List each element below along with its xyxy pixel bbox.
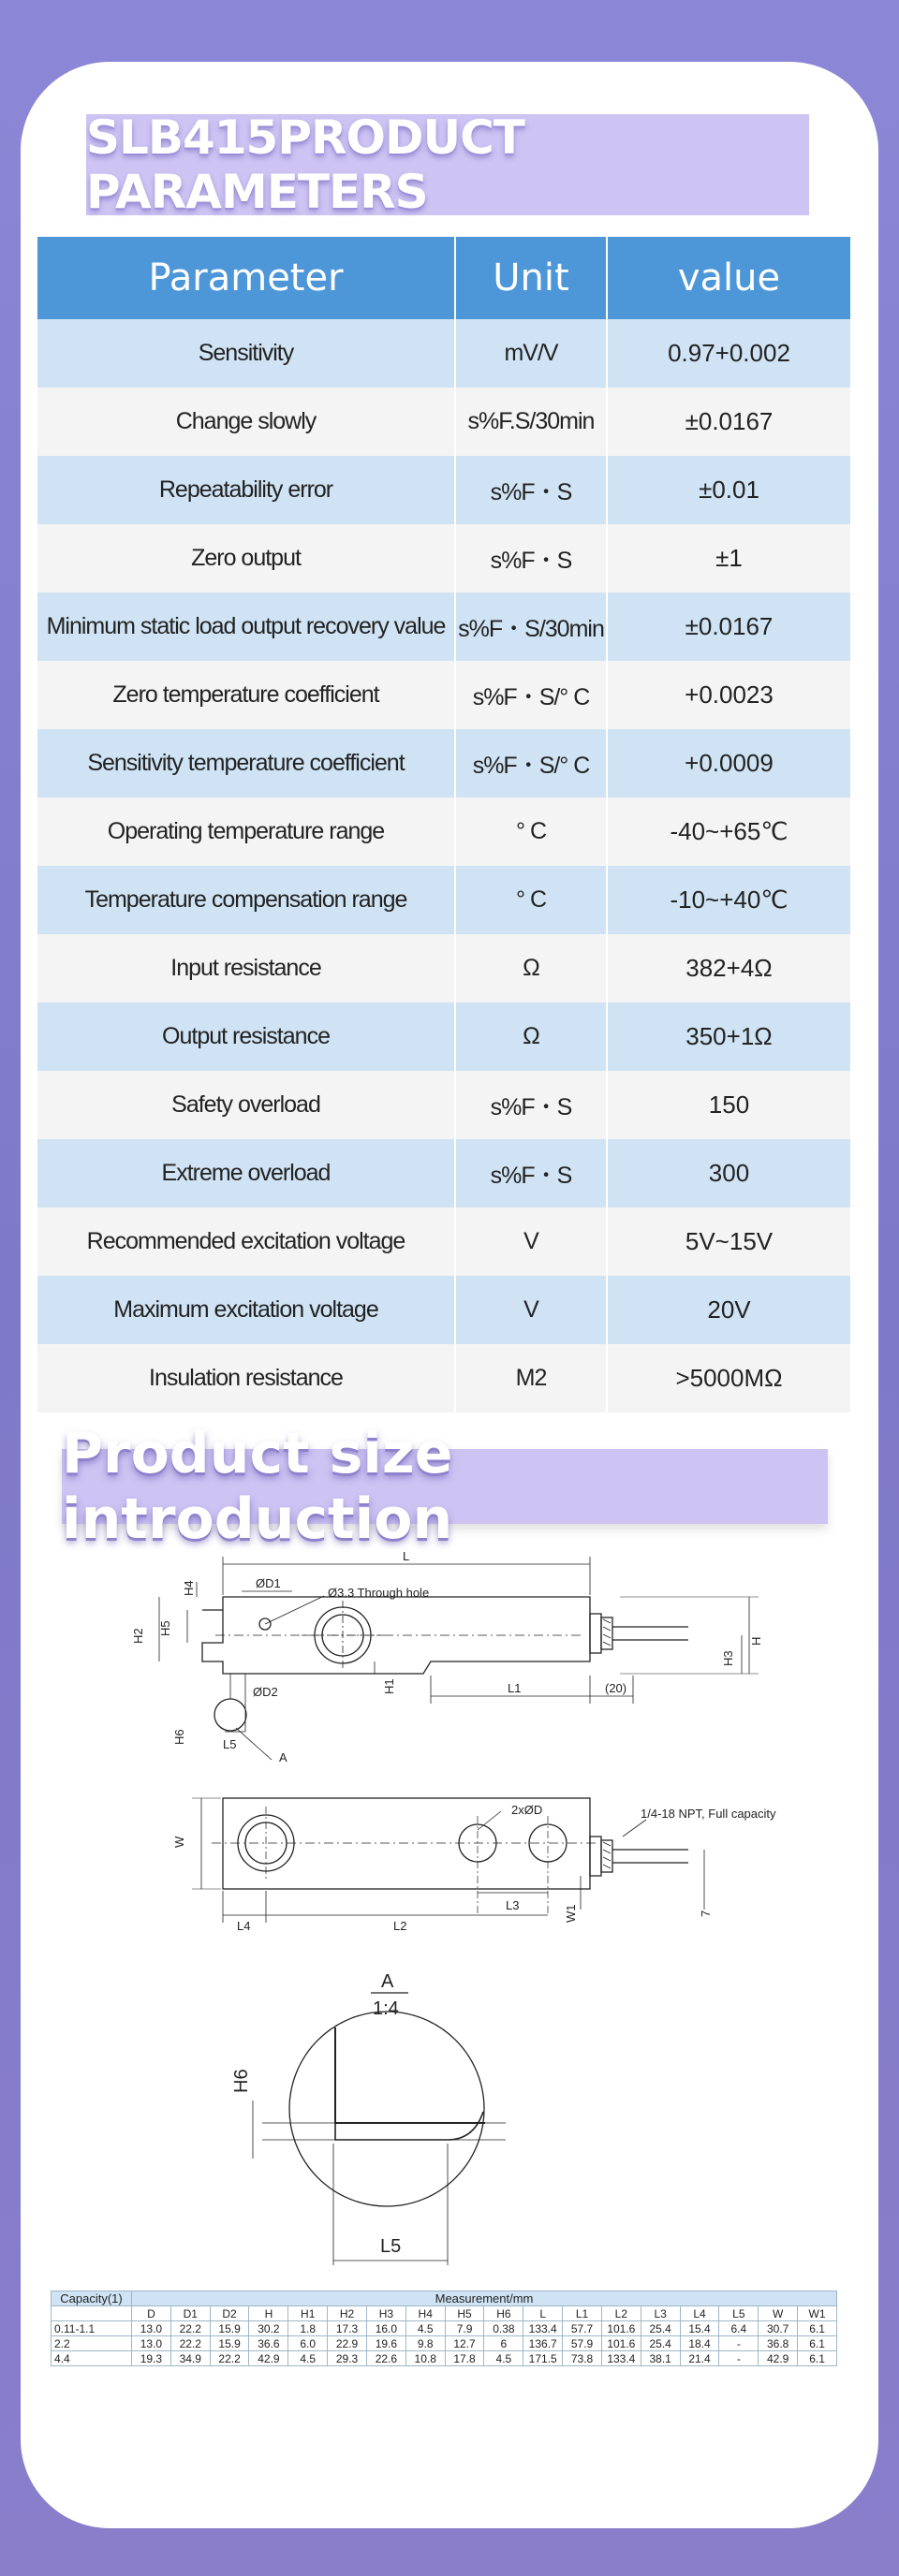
measurement-column-header: W1 (798, 2306, 837, 2321)
measurement-cell: 6.4 (719, 2321, 759, 2336)
measurement-column-header: H2 (328, 2306, 367, 2321)
capacity-cell: 0.11-1.1 (52, 2321, 132, 2336)
measurement-cell: 29.3 (328, 2351, 367, 2366)
detail-label-L5: L5 (380, 2236, 402, 2257)
parameter-value: ±0.01 (607, 456, 850, 524)
measurement-cell: 133.4 (523, 2321, 563, 2336)
label-D1: ØD1 (256, 1576, 281, 1590)
page-title: SLB415PRODUCT PARAMETERS (86, 110, 524, 219)
measurement-cell: 4.5 (288, 2351, 328, 2366)
parameter-value: 350+1Ω (607, 1003, 850, 1071)
parameter-unit: s%F・S/° C (455, 729, 607, 798)
parameter-name: Temperature compensation range (37, 866, 455, 934)
label-L5: L5 (223, 1737, 237, 1751)
measurement-cell: 6.1 (798, 2336, 837, 2351)
measurement-column-header: H (249, 2306, 288, 2321)
parameter-name: Maximum excitation voltage (37, 1276, 455, 1344)
measurement-cell: 19.6 (366, 2336, 405, 2351)
parameter-value: 382+4Ω (607, 934, 850, 1003)
measurement-cell: 4.5 (405, 2321, 445, 2336)
parameter-name: Minimum static load output recovery value (37, 593, 455, 661)
parameter-name: Repeatability error (37, 456, 455, 524)
measurement-column-header: L5 (719, 2306, 759, 2321)
measurement-cell: 25.4 (641, 2336, 680, 2351)
label-7: 7 (699, 1910, 713, 1917)
parameter-value: 150 (607, 1071, 850, 1139)
measurement-cell: 15.9 (210, 2336, 249, 2351)
label-L: L (403, 1549, 410, 1563)
label-L1: L1 (508, 1681, 522, 1695)
parameter-value: ±0.0167 (607, 388, 850, 456)
parameter-value: +0.0009 (607, 729, 850, 798)
measurement-column-header: L4 (680, 2306, 719, 2321)
detail-label-A: A (381, 1971, 394, 1992)
side-view (159, 1557, 759, 1760)
measurement-cell: 17.3 (328, 2321, 367, 2336)
measurement-cell: 21.4 (680, 2351, 719, 2366)
measurement-column-header: H6 (484, 2306, 523, 2321)
measurement-row (52, 2351, 837, 2366)
label-D2: ØD2 (253, 1685, 278, 1699)
measurement-cell: 6.0 (288, 2336, 328, 2351)
label-L2: L2 (393, 1919, 407, 1933)
parameter-value: ±1 (607, 524, 850, 593)
measurement-column-header: L1 (563, 2306, 602, 2321)
measurement-row (52, 2321, 837, 2336)
parameter-unit: V (455, 1208, 607, 1276)
label-H3: H3 (721, 1650, 735, 1666)
measurement-cell: 30.2 (249, 2321, 288, 2336)
measurement-column-header: H3 (366, 2306, 405, 2321)
parameter-value: 5V~15V (607, 1208, 850, 1276)
measurement-cell: 34.9 (170, 2351, 210, 2366)
parameter-name: Safety overload (37, 1071, 455, 1139)
measurement-cell: - (719, 2351, 759, 2366)
detail-label-H6: H6 (231, 2069, 252, 2093)
parameter-value: 300 (607, 1139, 850, 1208)
measurement-cell: 4.5 (484, 2351, 523, 2366)
parameter-unit: ° C (455, 866, 607, 934)
measurement-cell: 17.8 (445, 2351, 484, 2366)
parameter-name: Sensitivity temperature coefficient (37, 729, 455, 798)
measurement-cell: 9.8 (405, 2336, 445, 2351)
measurement-cell: 6 (484, 2336, 523, 2351)
label-H2: H2 (131, 1628, 145, 1644)
label-L4: L4 (237, 1919, 251, 1933)
measurement-column-header: D (132, 2306, 171, 2321)
capacity-cell: 4.4 (52, 2351, 132, 2366)
measurement-cell: 22.2 (170, 2336, 210, 2351)
parameter-name: Input resistance (37, 934, 455, 1003)
parameter-value: >5000MΩ (607, 1344, 850, 1412)
label-hole: Ø3.3 Through hole (328, 1586, 430, 1600)
measurement-cell: 38.1 (641, 2351, 680, 2366)
measurement-column-header: L (523, 2306, 563, 2321)
parameter-name: Extreme overload (37, 1139, 455, 1208)
parameter-name: Output resistance (37, 1003, 455, 1071)
measurement-cell: 19.3 (132, 2351, 171, 2366)
measurement-column-header: L2 (601, 2306, 641, 2321)
label-H: H (749, 1636, 763, 1646)
measurement-header-row (52, 2291, 837, 2306)
measurement-cell: 101.6 (601, 2336, 641, 2351)
measurement-cell: 15.9 (210, 2321, 249, 2336)
parameter-name: Zero temperature coefficient (37, 661, 455, 729)
measurement-cell: 1.8 (288, 2321, 328, 2336)
label-L3: L3 (506, 1898, 520, 1912)
measurement-cell: 22.6 (366, 2351, 405, 2366)
parameter-unit: s%F・S (455, 1139, 607, 1208)
measurement-cell: 73.8 (563, 2351, 602, 2366)
measurement-cell: 136.7 (523, 2336, 563, 2351)
label-H4: H4 (182, 1580, 196, 1596)
parameter-name: Insulation resistance (37, 1344, 455, 1412)
measurement-column-row (52, 2306, 837, 2321)
header-parameter: Parameter (37, 237, 455, 319)
measurement-cell: 16.0 (366, 2321, 405, 2336)
parameter-unit: V (455, 1276, 607, 1344)
label-A: A (279, 1750, 287, 1764)
parameter-value: ±0.0167 (607, 593, 850, 661)
measurement-cell: 25.4 (641, 2321, 680, 2336)
measurement-table (51, 2291, 837, 2366)
measurement-cell: 0.38 (484, 2321, 523, 2336)
parameter-value: 20V (607, 1276, 850, 1344)
measurement-group-header: Measurement/mm (132, 2291, 837, 2306)
label-W: W (172, 1836, 186, 1848)
measurement-cell: 22.2 (170, 2321, 210, 2336)
parameter-unit: s%F・S/° C (455, 661, 607, 729)
measurement-cell: 30.7 (759, 2321, 798, 2336)
measurement-cell: 6.1 (798, 2321, 837, 2336)
measurement-cell: 101.6 (601, 2321, 641, 2336)
measurement-cell: 15.4 (680, 2321, 719, 2336)
measurement-cell: 12.7 (445, 2336, 484, 2351)
parameter-unit: s%F・S (455, 524, 607, 593)
measurement-cell: 22.2 (210, 2351, 249, 2366)
measurement-cell: 57.7 (563, 2321, 602, 2336)
label-H6: H6 (172, 1729, 186, 1745)
measurement-cell: 13.0 (132, 2336, 171, 2351)
parameter-value: +0.0023 (607, 661, 850, 729)
measurement-column-header: W (759, 2306, 798, 2321)
parameter-name: Sensitivity (37, 319, 455, 388)
measurement-cell: 42.9 (249, 2351, 288, 2366)
parameter-unit: s%F・S (455, 456, 607, 524)
parameter-unit: Ω (455, 934, 607, 1003)
measurement-column-header: D1 (170, 2306, 210, 2321)
measurement-column-header: L3 (641, 2306, 680, 2321)
measurement-cell: - (719, 2336, 759, 2351)
parameter-unit: s%F・S/30min (455, 593, 607, 661)
label-npt: 1/4-18 NPT, Full capacity (641, 1807, 776, 1821)
capacity-header: Capacity(1) (52, 2291, 132, 2306)
measurement-cell: 18.4 (680, 2336, 719, 2351)
measurement-cell: 10.8 (405, 2351, 445, 2366)
side-view-labels (131, 1549, 763, 1764)
parameter-unit: ° C (455, 798, 607, 866)
measurement-column-header: H1 (288, 2306, 328, 2321)
header-value: value (607, 237, 850, 319)
measurement-cell: 57.9 (563, 2336, 602, 2351)
measurement-cell: 133.4 (601, 2351, 641, 2366)
measurement-cell: 7.9 (445, 2321, 484, 2336)
parameter-value: 0.97+0.002 (607, 319, 850, 388)
measurement-cell: 22.9 (328, 2336, 367, 2351)
measurement-cell: 13.0 (132, 2321, 171, 2336)
parameter-value: -40~+65℃ (607, 798, 850, 866)
measurement-row (52, 2336, 837, 2351)
detail-view-labels (231, 1971, 401, 2257)
measurement-cell: 171.5 (523, 2351, 563, 2366)
parameter-unit: M2 (455, 1344, 607, 1412)
label-H5: H5 (158, 1620, 172, 1636)
parameter-name: Operating temperature range (37, 798, 455, 866)
label-2xD: 2xØD (511, 1803, 543, 1817)
detail-view (253, 1993, 506, 2265)
parameter-name: Zero output (37, 524, 455, 593)
label-W1: W1 (564, 1904, 578, 1923)
blank-cell (52, 2306, 132, 2321)
measurement-column-header: D2 (210, 2306, 249, 2321)
measurement-column-header: H4 (405, 2306, 445, 2321)
parameter-unit: s%F.S/30min (455, 388, 607, 456)
parameter-name: Recommended excitation voltage (37, 1208, 455, 1276)
measurement-cell: 36.6 (249, 2336, 288, 2351)
label-20: (20) (605, 1681, 627, 1695)
header-unit: Unit (455, 237, 607, 319)
measurement-cell: 6.1 (798, 2351, 837, 2366)
detail-scale: 1:4 (373, 1998, 399, 2019)
measurement-cell: 42.9 (759, 2351, 798, 2366)
label-H1: H1 (382, 1678, 396, 1694)
capacity-cell: 2.2 (52, 2336, 132, 2351)
parameter-value: -10~+40℃ (607, 866, 850, 934)
parameter-name: Change slowly (37, 388, 455, 456)
measurement-column-header: H5 (445, 2306, 484, 2321)
size-title: Product size introduction (62, 1421, 453, 1552)
parameter-unit: mV/V (455, 319, 607, 388)
parameter-unit: s%F・S (455, 1071, 607, 1139)
top-view (192, 1798, 704, 1923)
parameter-unit: Ω (455, 1003, 607, 1071)
measurement-cell: 36.8 (759, 2336, 798, 2351)
